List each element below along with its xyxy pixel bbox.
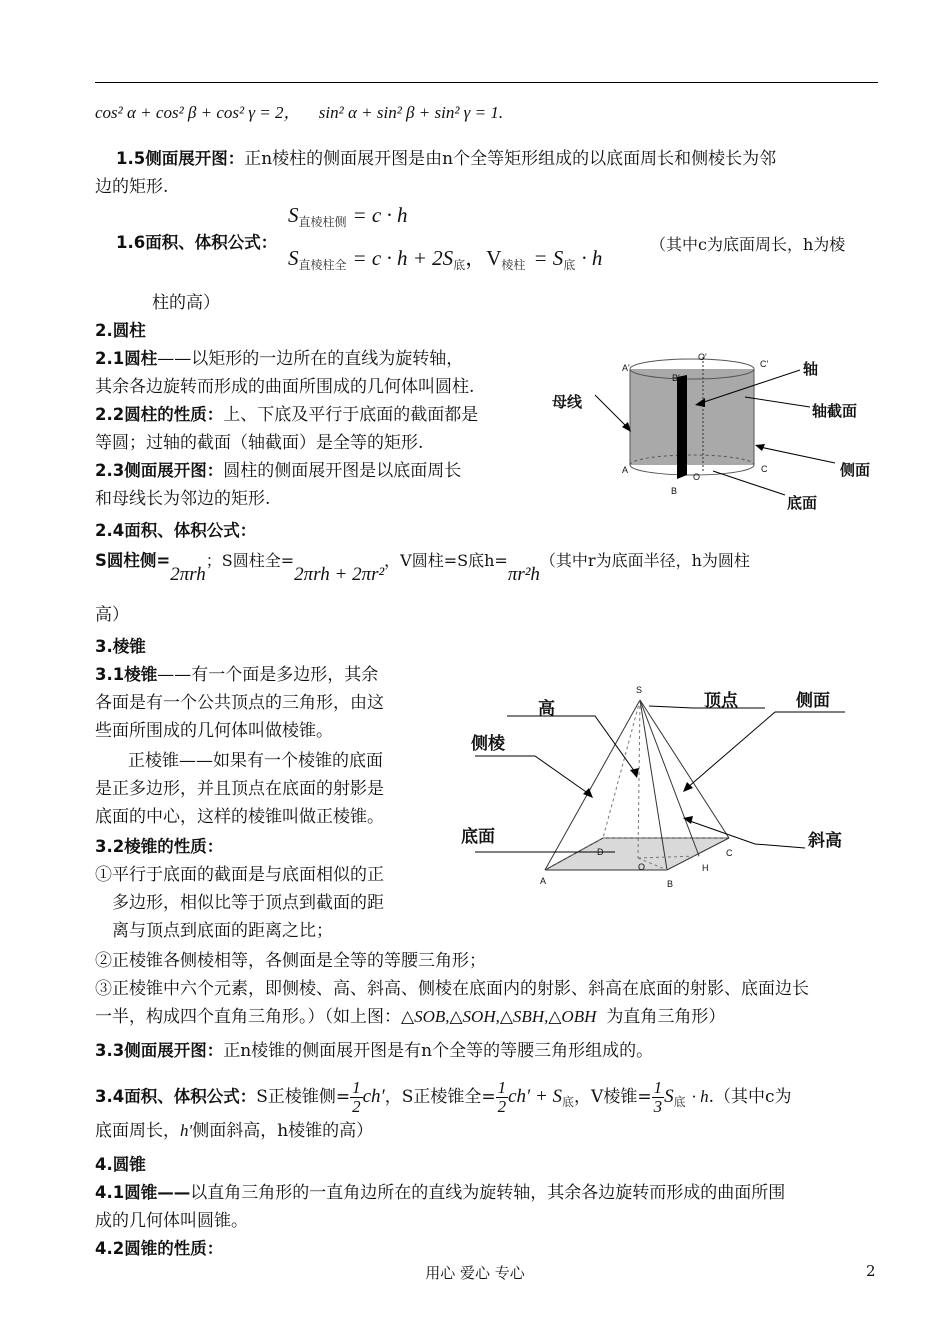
pyr-point-D: D <box>597 847 604 857</box>
s3-l15d: ch′ + S <box>508 1086 563 1107</box>
f2-vsub2: 底 <box>563 258 576 272</box>
cyl-label-generatrix: 母线 <box>552 393 583 411</box>
s3-l15b: ch′ <box>362 1086 385 1107</box>
cyl-label-axis: 轴 <box>803 360 819 378</box>
cyl-point-B1: B' <box>672 373 680 383</box>
s3-l16 <box>95 1118 373 1144</box>
section-4-1 <box>95 1180 785 1206</box>
cyl-point-B: B <box>671 486 678 496</box>
section-4-2-head: 4.2圆锥的性质： <box>95 1239 224 1258</box>
formula-lateral-area <box>288 203 408 230</box>
s3-l5: 是正多边形，并且顶点在底面的射影是 <box>95 779 384 799</box>
s3-l1-text: ——有一个面是多边形，其余 <box>157 665 379 685</box>
s3-l13 <box>95 1004 725 1030</box>
section-3-2-head: 3.2棱锥的性质： <box>95 837 224 856</box>
s2-l3-text: 上、下底及平行于底面的截面都是 <box>223 405 479 425</box>
s3-l8: ①平行于底面的截面是与底面相似的正 <box>95 865 384 885</box>
s3-l9: 多边形，相似比等于顶点到截面的距 <box>112 893 384 913</box>
cyl-label-lateral: 侧面 <box>840 461 871 479</box>
s3-l10: 离与顶点到底面的距离之比； <box>112 921 333 941</box>
section-2-3-cont: 和母线长为邻边的矩形. <box>95 489 271 509</box>
section-2-3 <box>95 458 461 484</box>
pyr-label-base: 底面 <box>461 827 495 847</box>
s2-fd: 2πrh + 2πr² <box>294 564 385 585</box>
f1-s: S <box>288 203 299 227</box>
s3-l15-head: 3.4面积、体积公式： <box>95 1087 257 1106</box>
section-2-2-cont: 等圆；过轴的截面（轴截面）是全等的矩形. <box>95 433 424 453</box>
base-pointer <box>713 471 785 495</box>
s3-l16a: 底面周长， <box>95 1121 180 1141</box>
pyr-label-slant-height: 斜高 <box>808 831 842 851</box>
s4-l1-head: 4.1圆锥—— <box>95 1183 191 1202</box>
formula-cos-sin <box>95 100 503 126</box>
section-1-5-text: 正n棱柱的侧面展开图是由n个全等矩形组成的以底面周长和侧棱长为邻 <box>244 149 777 169</box>
s3-l15fsub: 底 <box>673 1095 686 1109</box>
pyr-point-O: O <box>638 862 646 872</box>
frac-half-2-n: 1 <box>497 1078 507 1097</box>
s3-l15dsub: 底 <box>562 1095 575 1109</box>
section-2-1-cont: 其余各边旋转而形成的曲面所围成的几何体叫圆柱. <box>95 377 475 397</box>
f2-rhs: = c · h + 2S <box>352 246 454 270</box>
frac-third-d: 3 <box>653 1097 663 1116</box>
s3-l13c: 为直角三角形） <box>606 1007 726 1027</box>
f2-sub2: 底 <box>453 258 466 272</box>
s2-l5-text: 圆柱的侧面展开图是以底面周长 <box>223 461 462 481</box>
footer-text: 用心 爱心 专心 <box>425 1264 525 1282</box>
cylinder-bottom-front <box>630 465 754 475</box>
s3-l11: ②正棱锥各侧棱相等，各侧面是全等的等腰三角形； <box>95 951 486 971</box>
s3-l4: 正棱锥——如果有一个棱锥的底面 <box>128 751 383 771</box>
f1-sub: 直棱柱侧 <box>298 215 347 229</box>
s3-l15c: ，S正棱锥全= <box>384 1087 496 1107</box>
header-rule <box>95 82 878 83</box>
cyl-point-O1: O' <box>698 352 707 362</box>
section-4-title: 4.圆锥 <box>95 1155 146 1174</box>
section-2-4-cont: 高） <box>95 605 129 625</box>
pyr-label-lateral-edge: 侧棱 <box>471 734 505 754</box>
s3-l1-head: 3.1棱锥 <box>95 665 158 684</box>
page-number: 2 <box>866 1262 876 1280</box>
cyl-point-A1: A' <box>622 363 630 373</box>
f2-s: S <box>288 246 299 270</box>
lateral-arrow <box>755 444 765 451</box>
frac-third <box>652 1079 665 1116</box>
s4-l2: 成的几何体叫圆锥。 <box>95 1211 248 1231</box>
lateral-pointer <box>687 712 845 788</box>
section-1-5 <box>116 146 776 172</box>
pyr-point-S: S <box>636 685 643 695</box>
s3-l16b: h′ <box>180 1121 193 1140</box>
f2-vsub: 棱柱 <box>501 258 526 272</box>
cyl-point-A: A <box>622 465 629 475</box>
section-3-3 <box>95 1038 653 1064</box>
s3-l12: ③正棱锥中六个元素，即侧棱、高、斜高、侧棱在底面内的射影、斜高在底面的射影、底面边长 <box>95 979 809 999</box>
pyr-point-A: A <box>540 876 547 886</box>
section-2-1 <box>95 346 463 372</box>
section-2-title: 2.圆柱 <box>95 321 146 340</box>
s3-l3: 些面所围成的几何体叫做棱锥。 <box>95 721 333 741</box>
s3-l15g: · h <box>691 1087 709 1106</box>
edge-arrow <box>583 788 593 798</box>
formula-sin: sin² α + sin² β + sin² γ = 1. <box>318 103 504 122</box>
s2-fg: （其中r为底面半径，h为圆柱 <box>539 551 750 570</box>
f1-rhs: = c · h <box>352 203 408 227</box>
pyr-label-apex: 顶点 <box>704 691 738 711</box>
frac-half-2 <box>496 1079 509 1116</box>
frac-half-1-d: 2 <box>352 1097 361 1116</box>
cylinder-lateral-surface <box>630 369 754 465</box>
s2-fa: S圆柱侧= <box>95 551 171 570</box>
s4-l1-text: 以直角三角形的一直角边所在的直线为旋转轴，其余各边旋转而形成的曲面所围 <box>190 1183 786 1203</box>
s3-l16c: 侧面斜高，h棱锥的高） <box>192 1121 374 1141</box>
s3-l15h: .（其中c为 <box>708 1087 792 1107</box>
pyr-label-height: 高 <box>538 699 555 719</box>
f2-vend: · h <box>581 246 603 270</box>
cyl-label-axial-section: 轴截面 <box>812 402 858 420</box>
section-1-5-head: 1.5侧面展开图： <box>116 149 245 168</box>
axial-section-pointer <box>745 397 810 407</box>
formula-total-area <box>288 242 602 273</box>
s3-l15f: S <box>664 1086 674 1107</box>
section-1-6-note: （其中c为底面周长，h为棱 <box>650 235 846 254</box>
formula-cos: cos² α + cos² β + cos² γ = 2， <box>95 103 301 122</box>
pyramid-figure <box>455 680 875 890</box>
s3-l14-head: 3.3侧面展开图： <box>95 1041 224 1060</box>
edge-pointer <box>475 756 589 794</box>
section-2-4-formulas <box>95 548 750 585</box>
section-3-1 <box>95 662 378 688</box>
section-3-title: 3.棱锥 <box>95 637 146 656</box>
s3-l6: 底面的中心，这样的棱锥叫做正棱锥。 <box>95 807 384 827</box>
s3-l14-text: 正n棱锥的侧面展开图是有n个全等的等腰三角形组成的。 <box>223 1041 654 1061</box>
f2-v: ，V <box>465 246 502 270</box>
cyl-label-base: 底面 <box>787 494 818 512</box>
pyr-label-lateral-face: 侧面 <box>796 691 830 711</box>
pyr-point-H: H <box>702 863 709 873</box>
s2-fb: 2πrh <box>170 564 206 585</box>
s2-l3-head: 2.2圆柱的性质： <box>95 405 224 424</box>
cylinder-figure <box>545 345 890 515</box>
section-1-6-note2: 柱的高） <box>152 293 220 313</box>
cyl-point-C: C <box>761 464 768 474</box>
pyr-point-C: C <box>726 848 733 858</box>
section-2-2 <box>95 402 478 428</box>
generatrix-pointer <box>595 395 627 427</box>
cyl-point-C1: C' <box>760 359 769 369</box>
pyr-point-B: B <box>667 879 674 889</box>
height-SO <box>638 700 640 858</box>
s3-l13a: 一半，构成四个直角三角形。）（如上图： <box>95 1007 401 1027</box>
frac-half-1 <box>350 1079 363 1116</box>
s3-l15e: ，V棱锥= <box>574 1087 652 1107</box>
section-1-6-head: 1.6面积、体积公式： <box>116 233 278 252</box>
s2-ff: πr²h <box>507 564 540 585</box>
axial-section <box>677 375 687 479</box>
lateral-pointer <box>760 447 835 463</box>
frac-half-1-n: 1 <box>352 1078 361 1097</box>
frac-half-2-d: 2 <box>497 1097 507 1116</box>
edge-SD <box>603 700 640 838</box>
height-arrow <box>630 768 639 778</box>
s3-l15a: S正棱锥侧= <box>256 1087 351 1107</box>
section-2-4-head: 2.4面积、体积公式： <box>95 521 257 540</box>
frac-third-n: 1 <box>653 1078 663 1097</box>
cyl-point-O: O <box>693 472 701 482</box>
s2-fc: ；S圆柱全= <box>205 551 295 570</box>
s3-l2: 各面是有一个公共顶点的三角形，由这 <box>95 693 384 713</box>
s3-l13b: △SOB,△SOH,△SBH,△OBH <box>401 1007 597 1026</box>
f2-sub: 直棱柱全 <box>298 258 347 272</box>
s2-l1-text: ——以矩形的一边所在的直线为旋转轴， <box>157 349 464 369</box>
s2-fe: ，V圆柱=S底h= <box>384 551 508 570</box>
s2-l5-head: 2.3侧面展开图： <box>95 461 224 480</box>
f2-vrhs: = S <box>533 246 564 270</box>
section-1-5-text2: 边的矩形. <box>95 177 169 197</box>
s2-l1-head: 2.1圆柱 <box>95 349 158 368</box>
